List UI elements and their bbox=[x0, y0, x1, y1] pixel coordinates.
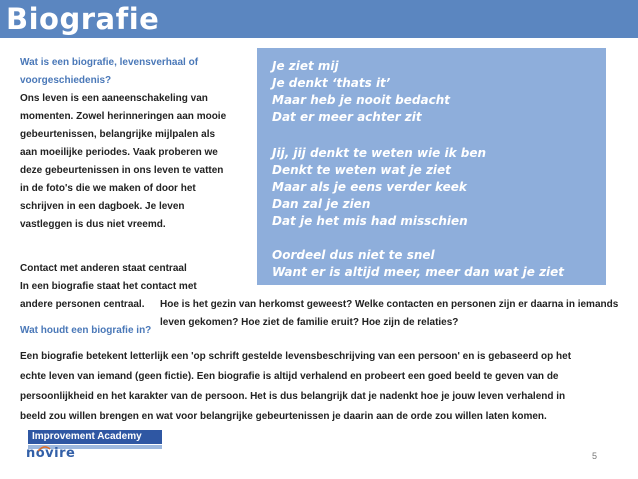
heading-contact-central: Contact met anderen staat centraal bbox=[20, 263, 187, 274]
bottom-paragraph-line: Een biografie betekent letterlijk een 'op schrift gestelde levensbeschrijving van een persoon' en is gebaseerd op het bbox=[20, 351, 572, 362]
body-1-line: gebeurtenissen, belangrijke mijlpalen als bbox=[20, 129, 216, 140]
poem-line: Denkt te weten wat je ziet bbox=[272, 163, 451, 177]
heading-what-is-biography-line-1: Wat is een biografie, levensverhaal of bbox=[20, 57, 199, 68]
body-2-line: andere personen centraal. bbox=[20, 299, 145, 310]
poem-line: Je ziet mij bbox=[272, 59, 339, 73]
bottom-paragraph-line: persoonlijkheid en het karakter van de persoon. Het is dus belangrijk dat je nadenkt hoe je jouw leven verhalend in bbox=[20, 391, 566, 402]
body-1-line: Ons leven is een aaneenschakeling van bbox=[20, 93, 208, 104]
poem-line: Jij, jij denkt te weten wie ik ben bbox=[272, 146, 487, 160]
inline-question-line-2: leven gekomen? Hoe ziet de familie eruit? Hoe zijn de relaties? bbox=[160, 317, 459, 328]
body-1-line: aan moeilijke periodes. Vaak proberen we bbox=[20, 147, 218, 158]
body-1-line: momenten. Zowel herinneringen aan mooie bbox=[20, 111, 227, 122]
slide-title: Biografie bbox=[6, 2, 160, 36]
body-1-line: deze gebeurtenissen in ons leven te vatten bbox=[20, 165, 224, 176]
improvement-academy-logo: Improvement Academy bbox=[28, 430, 162, 444]
logo-swoosh-icon bbox=[37, 446, 51, 452]
poem-line: Dat er meer achter zit bbox=[272, 110, 422, 124]
poem-quote-box bbox=[257, 48, 606, 285]
poem-line: Dan zal je zien bbox=[272, 197, 371, 211]
inline-question-line-1: Hoe is het gezin van herkomst geweest? Welke contacten en personen zijn er daarna in iemands bbox=[160, 299, 619, 310]
heading-what-does-biography-contain: Wat houdt een biografie in? bbox=[20, 325, 152, 336]
bottom-paragraph-line: beeld zou willen brengen en wat voor belangrijke gebeurtenissen je daarin aan de orde zou willen laten komen. bbox=[20, 411, 547, 422]
body-1-line: vastleggen is dus niet vreemd. bbox=[20, 219, 166, 230]
novire-logo: novire bbox=[26, 446, 76, 461]
poem-line: Dat je het mis had misschien bbox=[272, 214, 468, 228]
poem-line: Want er is altijd meer, meer dan wat je ziet bbox=[272, 265, 565, 279]
title-bar bbox=[0, 0, 638, 38]
poem-line: Oordeel dus niet te snel bbox=[272, 248, 435, 262]
body-1-line: in de foto's die we maken of door het bbox=[20, 183, 196, 194]
poem-line: Maar heb je nooit bedacht bbox=[272, 93, 450, 107]
poem-line: Je denkt ‘thats it’ bbox=[272, 76, 391, 90]
body-2-line: In een biografie staat het contact met bbox=[20, 281, 197, 292]
page-number: 5 bbox=[592, 451, 598, 461]
body-1-line: schrijven in een dagboek. Je leven bbox=[20, 201, 185, 212]
heading-what-is-biography-line-2: voorgeschiedenis? bbox=[20, 75, 112, 86]
poem-line: Maar als je eens verder keek bbox=[272, 180, 467, 194]
bottom-paragraph-line: echte leven van iemand (geen fictie). Een biografie is altijd verhalend en probeert een goed beeld te geven van de bbox=[20, 371, 559, 382]
